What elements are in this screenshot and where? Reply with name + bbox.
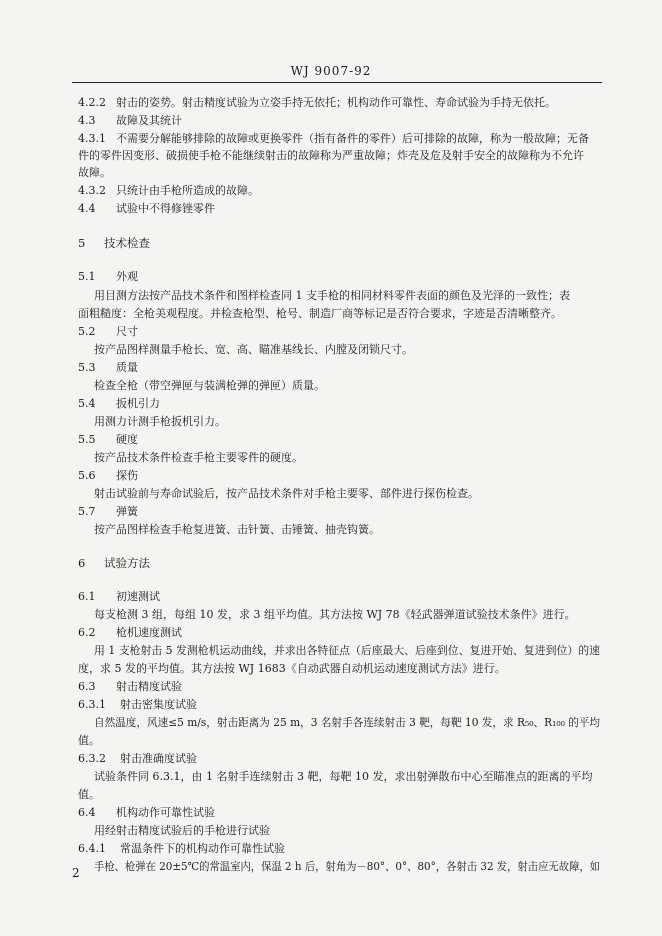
- section-5-heading: 5 技术检查: [78, 236, 150, 250]
- text-line: 值。: [78, 734, 100, 747]
- text-line: 试验条件同 6.3.1，由 1 名射手连续射击 3 靶，每靶 10 发，求出射弹散布中心至瞄准点的距离的平均: [94, 770, 593, 783]
- text-line: 用目测方法按产品技术条件和图样检查同 1 支手枪的相同材料零件表面的颜色及光泽的一致性；表: [94, 289, 570, 302]
- text-line: 每支枪测 3 组，每组 10 发，求 3 组平均值。其方法按 WJ 78《轻武器弹道试验技术条件》进行。: [94, 608, 576, 621]
- clause-4-4: 4.4 试验中不得修锉零件: [78, 202, 215, 215]
- clause-4-2-2: 4.2.2 射击的姿势。射击精度试验为立姿手持无依托；机构动作可靠性、寿命试验为手持无依托。: [78, 96, 556, 109]
- text-line: 面粗糙度：全枪美观程度。并检查枪型、枪号、制造厂商等标记是否符合要求，字迹是否清晰整齐。: [78, 307, 562, 320]
- text-line: 自然温度，风速≤5 m/s，射击距离为 25 m，3 名射手各连续射击 3 靶，每靶 10 发，求 R₅₀、R₁₀₀ 的平均: [94, 716, 600, 729]
- clause-6-3-2: 6.3.2 射击准确度试验: [78, 752, 197, 765]
- text-line: 值。: [78, 788, 100, 801]
- clause-6-1: 6.1 初速测试: [78, 590, 160, 603]
- clause-4-3-1: 4.3.1 不需要分解能够排除的故障或更换零件（指有备件的零件）后可排除的故障，称为一般故障；无备: [78, 132, 589, 145]
- clause-5-7: 5.7 弹簧: [78, 505, 138, 518]
- text-line: 件的零件因变形、破损使手枪不能继续射击的故障称为严重故障；炸壳及危及射手安全的故障称为不允许: [78, 149, 584, 162]
- clause-6-3-1: 6.3.1 射击密集度试验: [78, 698, 197, 711]
- text-line: 按产品技术条件检查手枪主要零件的硬度。: [94, 451, 303, 464]
- text-line: 故障。: [78, 166, 111, 179]
- text-line: 按产品图样测量手枪长、宽、高、瞄准基线长、内膛及闭锁尺寸。: [94, 343, 413, 356]
- page-number: 2: [72, 866, 80, 880]
- clause-5-1: 5.1 外观: [78, 270, 138, 283]
- text-line: 按产品图样检查手枪复进簧、击针簧、击锤簧、抽壳钩簧。: [94, 523, 380, 536]
- text-line: 用经射击精度试验后的手枪进行试验: [94, 824, 270, 837]
- clause-5-6: 5.6 探伤: [78, 469, 138, 482]
- text-line: 度，求 5 发的平均值。其方法按 WJ 1683《自动武器自动机运动速度测试方法》进行。: [78, 662, 506, 675]
- clause-5-5: 5.5 硬度: [78, 433, 138, 446]
- section-6-heading: 6 试验方法: [78, 556, 150, 570]
- clause-6-3: 6.3 射击精度试验: [78, 680, 182, 693]
- text-line: 用测力计测手枪扳机引力。: [94, 415, 226, 428]
- clause-4-3: 4.3 故障及其统计: [78, 114, 182, 127]
- header-title: WJ 9007-92: [290, 64, 372, 78]
- text-line: 用 1 支枪射击 5 发测枪机运动曲线，并求出各特征点（后座最大、后座到位、复进开始、复进到位）的速: [94, 644, 600, 657]
- header-rule: [72, 82, 602, 83]
- clause-4-3-2: 4.3.2 只统计由手枪所造成的故障。: [78, 184, 259, 197]
- clause-6-4-1: 6.4.1 常温条件下的机构动作可靠性试验: [78, 842, 285, 855]
- text-line: 射击试验前与寿命试验后，按产品技术条件对手枪主要零、部件进行探伤检查。: [94, 487, 479, 500]
- text-line: 手枪、枪弹在 20±5℃的常温室内，保温 2 h 后，射角为－80°、0°、80°，各射击 32 发，射击应无故障，如: [94, 860, 601, 873]
- clause-5-3: 5.3 质量: [78, 361, 138, 374]
- clause-5-4: 5.4 扳机引力: [78, 397, 160, 410]
- clause-5-2: 5.2 尺寸: [78, 325, 138, 338]
- text-line: 检查全枪（带空弹匣与装满枪弹的弹匣）质量。: [94, 379, 325, 392]
- clause-6-2: 6.2 枪机速度测试: [78, 626, 182, 639]
- clause-6-4: 6.4 机构动作可靠性试验: [78, 806, 215, 819]
